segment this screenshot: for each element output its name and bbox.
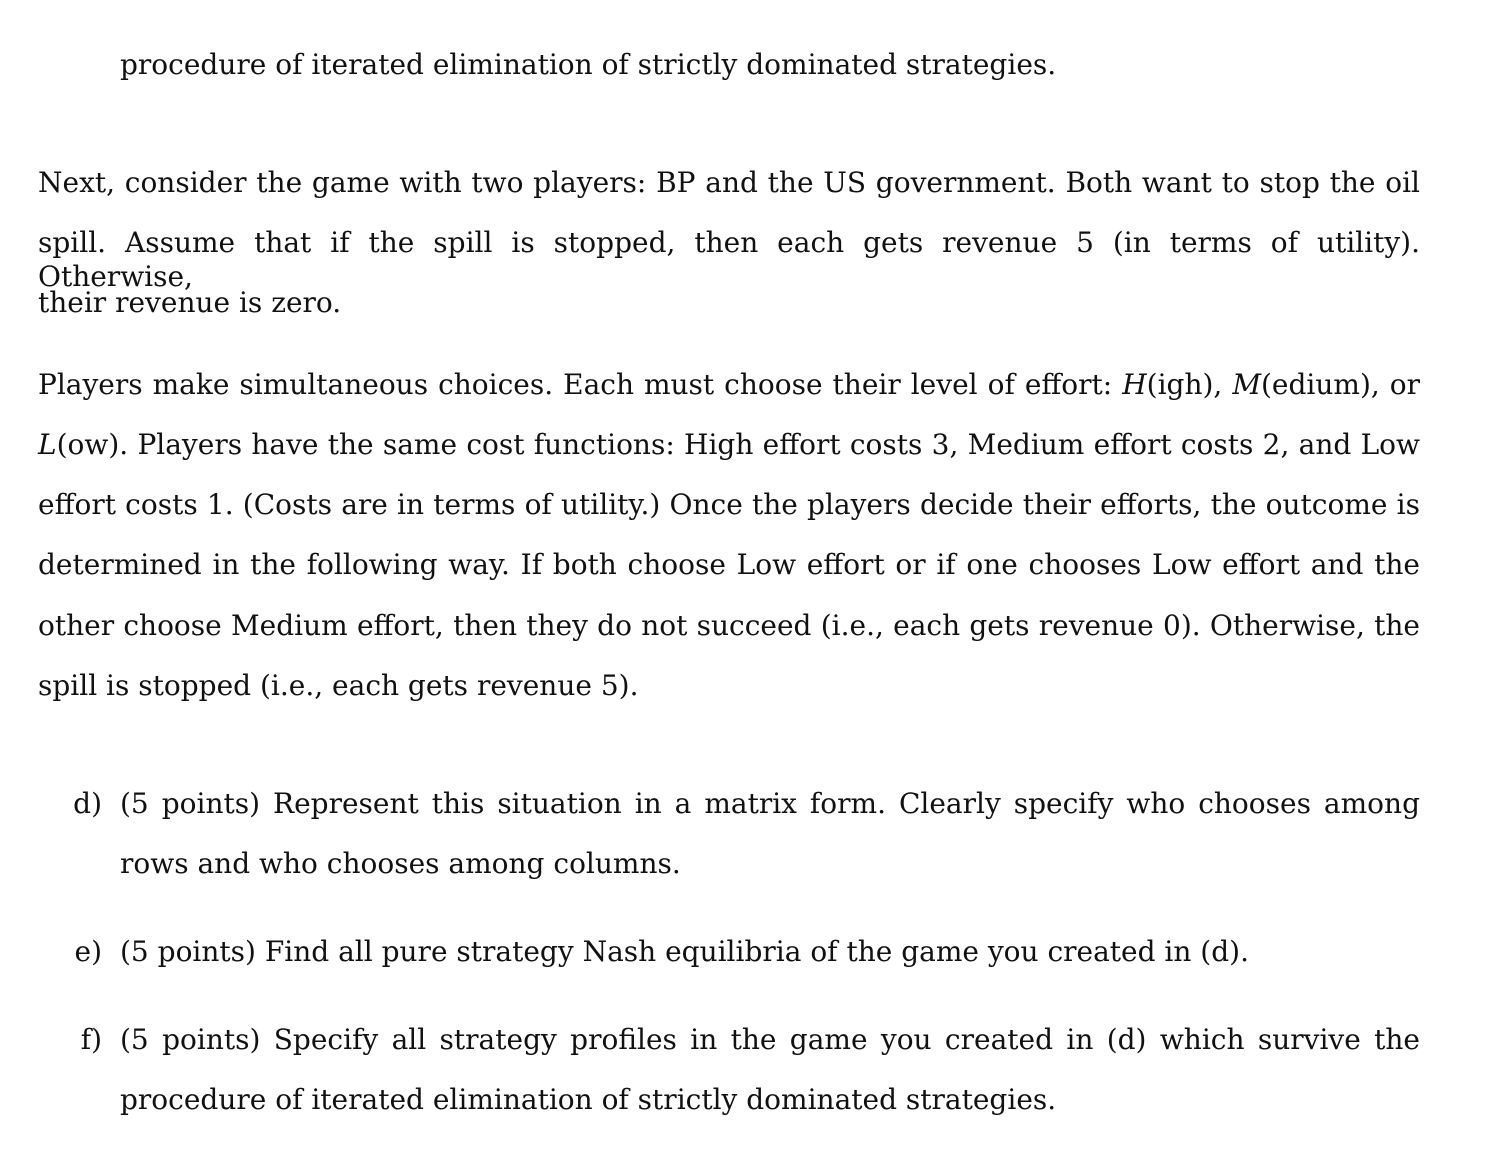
question-label: d) [73, 787, 102, 820]
paragraph-line: effort costs 1. (Costs are in terms of utility.) Once the players decide their efforts, the outcome is [38, 488, 1420, 521]
question-line: procedure of iterated elimination of strictly dominated strategies. [120, 1083, 1057, 1116]
text-run: (edium), or [1260, 368, 1421, 401]
math-var-h: H [1122, 368, 1147, 401]
question-line: (5 points) Represent this situation in a matrix form. Clearly specify who chooses among [120, 787, 1420, 820]
paragraph-line: spill. Assume that if the spill is stopped, then each gets revenue 5 (in terms of utility). Otherwise, [38, 226, 1420, 293]
paragraph-line [38, 368, 1420, 402]
paragraph-line: Next, consider the game with two players: BP and the US government. Both want to stop the oil [38, 166, 1420, 199]
question-label: f) [80, 1023, 102, 1056]
paragraph-line [38, 428, 1420, 462]
top-continuation-text: procedure of iterated elimination of strictly dominated strategies. [120, 48, 1057, 81]
text-run: Players make simultaneous choices. Each must choose their level of effort: [38, 368, 1123, 401]
question-label: e) [74, 935, 102, 968]
paragraph-line: other choose Medium effort, then they do not succeed (i.e., each gets revenue 0). Otherwise, the [38, 609, 1420, 642]
text-run: (igh), [1146, 368, 1233, 401]
paragraph-line: determined in the following way. If both choose Low effort or if one chooses Low effort and the [38, 548, 1420, 581]
paragraph-line: spill is stopped (i.e., each gets revenue 5). [38, 669, 639, 702]
math-var-l: L [38, 428, 57, 461]
text-run: (ow). Players have the same cost functions: High effort costs 3, Medium effort costs 2, and Low [56, 428, 1420, 461]
paragraph-line: their revenue is zero. [38, 286, 342, 319]
question-line: (5 points) Find all pure strategy Nash equilibria of the game you created in (d). [120, 935, 1249, 968]
question-line: rows and who chooses among columns. [120, 847, 681, 880]
question-line: (5 points) Specify all strategy profiles in the game you created in (d) which survive the [120, 1023, 1420, 1056]
math-var-m: M [1232, 368, 1261, 401]
